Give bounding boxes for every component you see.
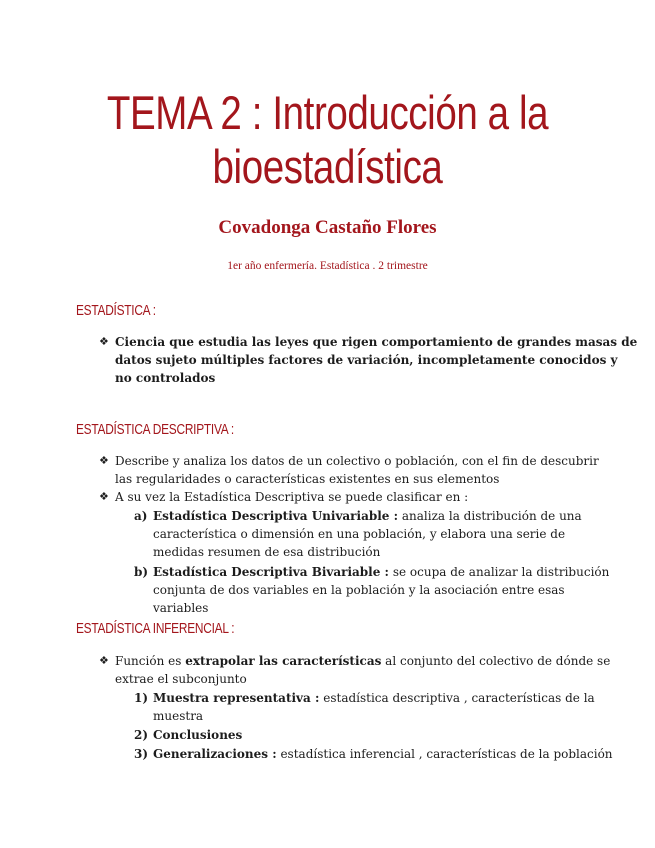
item-text [153, 689, 595, 725]
item-text [153, 563, 609, 617]
item-desc: analiza la distribución de una [398, 509, 582, 523]
text-line: variables [153, 601, 209, 615]
item-label: 2) [134, 728, 149, 742]
item-desc: se ocupa de analizar la distribución [389, 565, 610, 579]
diamond-bullet-icon: ❖ [99, 454, 109, 467]
item-text [153, 507, 582, 561]
diamond-bullet-icon: ❖ [99, 654, 109, 667]
item-term: Muestra representativa : [153, 691, 320, 705]
text-line: las regularidades o características existentes en sus elementos [115, 472, 500, 486]
item-term: Estadística Descriptiva Bivariable : [153, 565, 389, 579]
heading-descriptiva: ESTADÍSTICA DESCRIPTIVA : [76, 422, 234, 438]
item-desc: estadística inferencial , características de la población [276, 747, 613, 761]
text-line: Describe y analiza los datos de un colectivo o población, con el fin de descubrir [115, 454, 599, 468]
text-pre: Función es [115, 654, 186, 668]
text-line: conjunta de dos variables en la población y la asociación entre esas [153, 583, 565, 597]
bullet-text [115, 652, 610, 688]
text-line [153, 745, 613, 763]
definition-text [115, 333, 637, 387]
text-line: no controlados [115, 371, 216, 385]
title-line-2: bioestadística [212, 140, 443, 193]
heading-inferencial: ESTADÍSTICA INFERENCIAL : [76, 621, 235, 637]
document-title [59, 86, 596, 194]
author-name: Covadonga Castaño Flores [218, 217, 437, 238]
text-line: extrae el subconjunto [115, 672, 247, 686]
text-post: al conjunto del colectivo de dónde se [381, 654, 611, 668]
text-line: A su vez la Estadística Descriptiva se puede clasificar en : [115, 490, 469, 504]
item-desc: estadística descriptiva , características de la [319, 691, 595, 705]
item-label: 3) [134, 747, 149, 761]
text-line: datos sujeto múltiples factores de variación, incompletamente conocidos y [115, 353, 618, 367]
item-term: Estadística Descriptiva Univariable : [153, 509, 399, 523]
text-line [153, 507, 582, 525]
bullet-text [115, 452, 599, 488]
text-line [153, 689, 595, 707]
item-term: Generalizaciones : [153, 747, 277, 761]
diamond-bullet-icon: ❖ [99, 490, 109, 503]
text-line: muestra [153, 709, 204, 723]
text-line: Ciencia que estudia las leyes que rigen comportamiento de grandes masas de [115, 335, 638, 349]
item-label: 1) [134, 691, 149, 705]
text-line [153, 726, 242, 744]
item-label: a) [134, 509, 148, 523]
bullet-text [115, 488, 468, 506]
document-subtitle: 1er año enfermería. Estadística . 2 trimestre [227, 260, 428, 272]
item-text [153, 745, 613, 763]
text-line [153, 563, 609, 581]
text-line [115, 652, 610, 670]
text-bold: extrapolar las características [185, 654, 382, 668]
item-text [153, 726, 242, 744]
item-term: Conclusiones [153, 728, 243, 742]
item-label: b) [134, 565, 149, 579]
diamond-bullet-icon: ❖ [99, 335, 109, 348]
heading-estadistica: ESTADÍSTICA : [76, 303, 156, 319]
title-line-1: TEMA 2 : Introducción a la [106, 86, 549, 139]
text-line: medidas resumen de esa distribución [153, 545, 381, 559]
text-line: característica o dimensión en una población, y elabora una serie de [153, 527, 566, 541]
